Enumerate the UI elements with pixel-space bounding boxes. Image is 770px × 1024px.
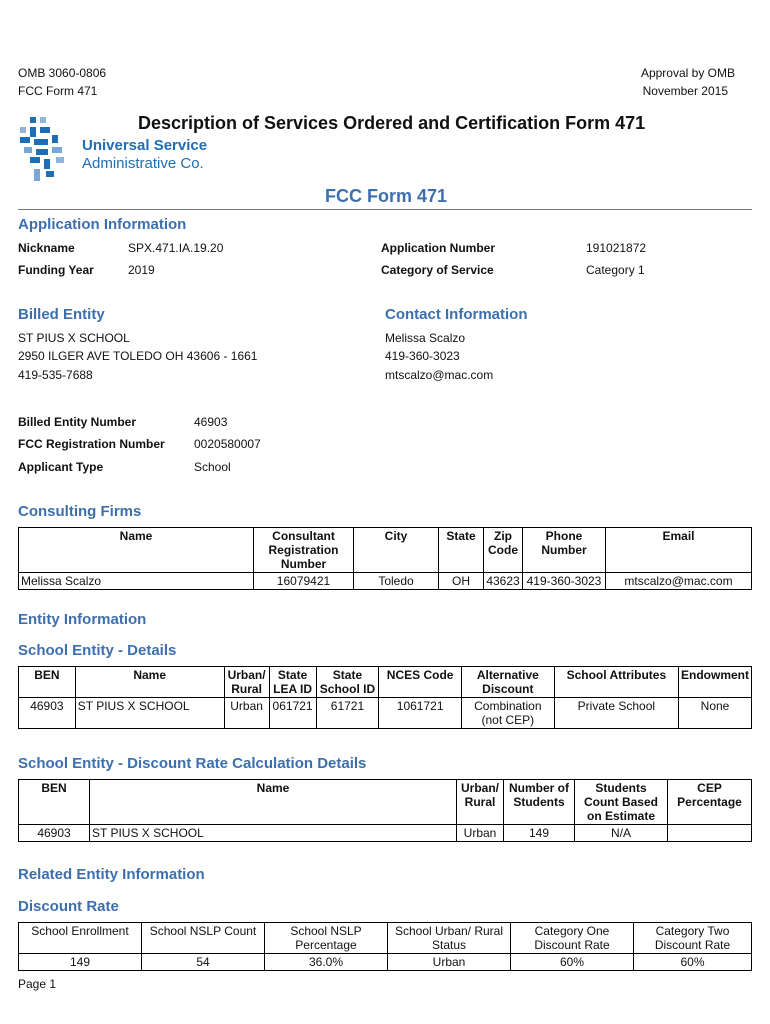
cell-cat2-discount: 60% bbox=[634, 954, 752, 971]
col-name: Name bbox=[75, 667, 224, 698]
table-header-row bbox=[19, 667, 752, 698]
table-header-row bbox=[19, 780, 752, 825]
discount-rate-table bbox=[18, 922, 752, 971]
usac-logo-icon bbox=[16, 115, 86, 185]
cell-nslp-count: 54 bbox=[142, 954, 265, 971]
application-number-value: 191021872 bbox=[586, 241, 647, 255]
cell-state-lea-id: 061721 bbox=[269, 698, 316, 729]
discount-calc-heading: School Entity - Discount Rate Calculation Details bbox=[18, 755, 367, 772]
application-info-heading: Application Information bbox=[18, 216, 187, 233]
cell-alternative-discount: Combination (not CEP) bbox=[461, 698, 554, 729]
applicant-type-label: Applicant Type bbox=[18, 460, 104, 474]
funding-year-value: 2019 bbox=[128, 263, 155, 277]
category-value: Category 1 bbox=[586, 263, 645, 277]
cell-urban-rural: Urban bbox=[224, 698, 269, 729]
related-entity-heading: Related Entity Information bbox=[18, 866, 205, 883]
cell-state-school-id: 61721 bbox=[316, 698, 379, 729]
cell-city: Toledo bbox=[354, 573, 439, 590]
billed-entity-heading: Billed Entity bbox=[18, 306, 105, 323]
cell-number-students: 149 bbox=[504, 825, 575, 842]
cell-zip: 43623 bbox=[484, 573, 523, 590]
cell-cep-percentage bbox=[668, 825, 752, 842]
contact-email: mtscalzo@mac.com bbox=[385, 368, 494, 382]
page-number: Page 1 bbox=[18, 977, 57, 991]
logo-line-2: Administrative Co. bbox=[82, 155, 204, 172]
col-email: Email bbox=[606, 528, 752, 573]
cell-state: OH bbox=[439, 573, 484, 590]
table-header-row bbox=[19, 923, 752, 954]
col-cat1-discount: Category One Discount Rate bbox=[511, 923, 634, 954]
col-ben: BEN bbox=[19, 667, 76, 698]
logo-line-1: Universal Service bbox=[82, 137, 208, 154]
col-alternative-discount: Alternative Discount bbox=[461, 667, 554, 698]
cell-count-estimate: N/A bbox=[575, 825, 668, 842]
approval-label: Approval by OMB bbox=[640, 66, 735, 80]
billed-entity-phone: 419-535-7688 bbox=[18, 368, 93, 382]
cell-phone: 419-360-3023 bbox=[523, 573, 606, 590]
approval-date: November 2015 bbox=[642, 84, 728, 98]
cell-name: ST PIUS X SCHOOL bbox=[90, 825, 457, 842]
col-ben: BEN bbox=[19, 780, 90, 825]
funding-year-label: Funding Year bbox=[18, 263, 94, 277]
entity-info-heading: Entity Information bbox=[18, 611, 147, 628]
col-nslp-percentage: School NSLP Percentage bbox=[265, 923, 388, 954]
category-label: Category of Service bbox=[381, 263, 494, 277]
cell-nces-code: 1061721 bbox=[379, 698, 462, 729]
cell-consultant-reg: 16079421 bbox=[254, 573, 354, 590]
col-nces-code: NCES Code bbox=[379, 667, 462, 698]
table-header-row bbox=[19, 528, 752, 573]
col-state-school-id: State School ID bbox=[316, 667, 379, 698]
discount-calc-table bbox=[18, 779, 752, 842]
cell-cat1-discount: 60% bbox=[511, 954, 634, 971]
cell-school-enrollment: 149 bbox=[19, 954, 142, 971]
col-phone: Phone Number bbox=[523, 528, 606, 573]
contact-phone: 419-360-3023 bbox=[385, 349, 460, 363]
cell-name: Melissa Scalzo bbox=[19, 573, 254, 590]
ben-label: Billed Entity Number bbox=[18, 415, 137, 429]
cell-email: mtscalzo@mac.com bbox=[606, 573, 752, 590]
col-consultant-reg: Consultant Registration Number bbox=[254, 528, 354, 573]
billed-entity-name: ST PIUS X SCHOOL bbox=[18, 331, 130, 345]
cell-endowment: None bbox=[679, 698, 752, 729]
col-city: City bbox=[354, 528, 439, 573]
col-school-enrollment: School Enrollment bbox=[19, 923, 142, 954]
omb-number: OMB 3060-0806 bbox=[18, 66, 107, 80]
col-state-lea-id: State LEA ID bbox=[269, 667, 316, 698]
col-urban-rural: Urban/ Rural bbox=[457, 780, 504, 825]
col-urban-rural-status: School Urban/ Rural Status bbox=[388, 923, 511, 954]
col-endowment: Endowment bbox=[679, 667, 752, 698]
cell-urban-rural-status: Urban bbox=[388, 954, 511, 971]
ben-value: 46903 bbox=[194, 415, 228, 429]
document-title: Description of Services Ordered and Certification Form 471 bbox=[138, 113, 646, 133]
applicant-type-value: School bbox=[194, 460, 231, 474]
cell-ben: 46903 bbox=[19, 825, 90, 842]
cell-ben: 46903 bbox=[19, 698, 76, 729]
col-count-estimate: Students Count Based on Estimate bbox=[575, 780, 668, 825]
table-row bbox=[19, 825, 752, 842]
col-state: State bbox=[439, 528, 484, 573]
nickname-label: Nickname bbox=[18, 241, 75, 255]
discount-rate-heading: Discount Rate bbox=[18, 898, 119, 915]
table-row bbox=[19, 954, 752, 971]
col-cat2-discount: Category Two Discount Rate bbox=[634, 923, 752, 954]
nickname-value: SPX.471.IA.19.20 bbox=[128, 241, 224, 255]
usac-logo bbox=[16, 115, 216, 185]
fcc-registration-label: FCC Registration Number bbox=[18, 437, 165, 451]
contact-info-heading: Contact Information bbox=[385, 306, 528, 323]
header-rule bbox=[18, 209, 752, 210]
consulting-firms-heading: Consulting Firms bbox=[18, 503, 142, 520]
school-details-heading: School Entity - Details bbox=[18, 642, 177, 659]
application-number-label: Application Number bbox=[381, 241, 496, 255]
col-name: Name bbox=[90, 780, 457, 825]
col-cep-percentage: CEP Percentage bbox=[668, 780, 752, 825]
cell-school-attributes: Private School bbox=[554, 698, 678, 729]
consulting-firms-table bbox=[18, 527, 752, 590]
col-zip: Zip Code bbox=[484, 528, 523, 573]
col-school-attributes: School Attributes bbox=[554, 667, 678, 698]
cell-name: ST PIUS X SCHOOL bbox=[75, 698, 224, 729]
col-name: Name bbox=[19, 528, 254, 573]
table-row bbox=[19, 698, 752, 729]
fcc-registration-value: 0020580007 bbox=[194, 437, 261, 451]
billed-entity-address: 2950 ILGER AVE TOLEDO OH 43606 - 1661 bbox=[18, 349, 258, 363]
col-urban-rural: Urban/ Rural bbox=[224, 667, 269, 698]
form-heading: FCC Form 471 bbox=[325, 186, 448, 206]
cell-urban-rural: Urban bbox=[457, 825, 504, 842]
school-details-table bbox=[18, 666, 752, 729]
contact-name: Melissa Scalzo bbox=[385, 331, 466, 345]
cell-nslp-percentage: 36.0% bbox=[265, 954, 388, 971]
col-nslp-count: School NSLP Count bbox=[142, 923, 265, 954]
form-id: FCC Form 471 bbox=[18, 84, 98, 98]
col-number-students: Number of Students bbox=[504, 780, 575, 825]
table-row bbox=[19, 573, 752, 590]
